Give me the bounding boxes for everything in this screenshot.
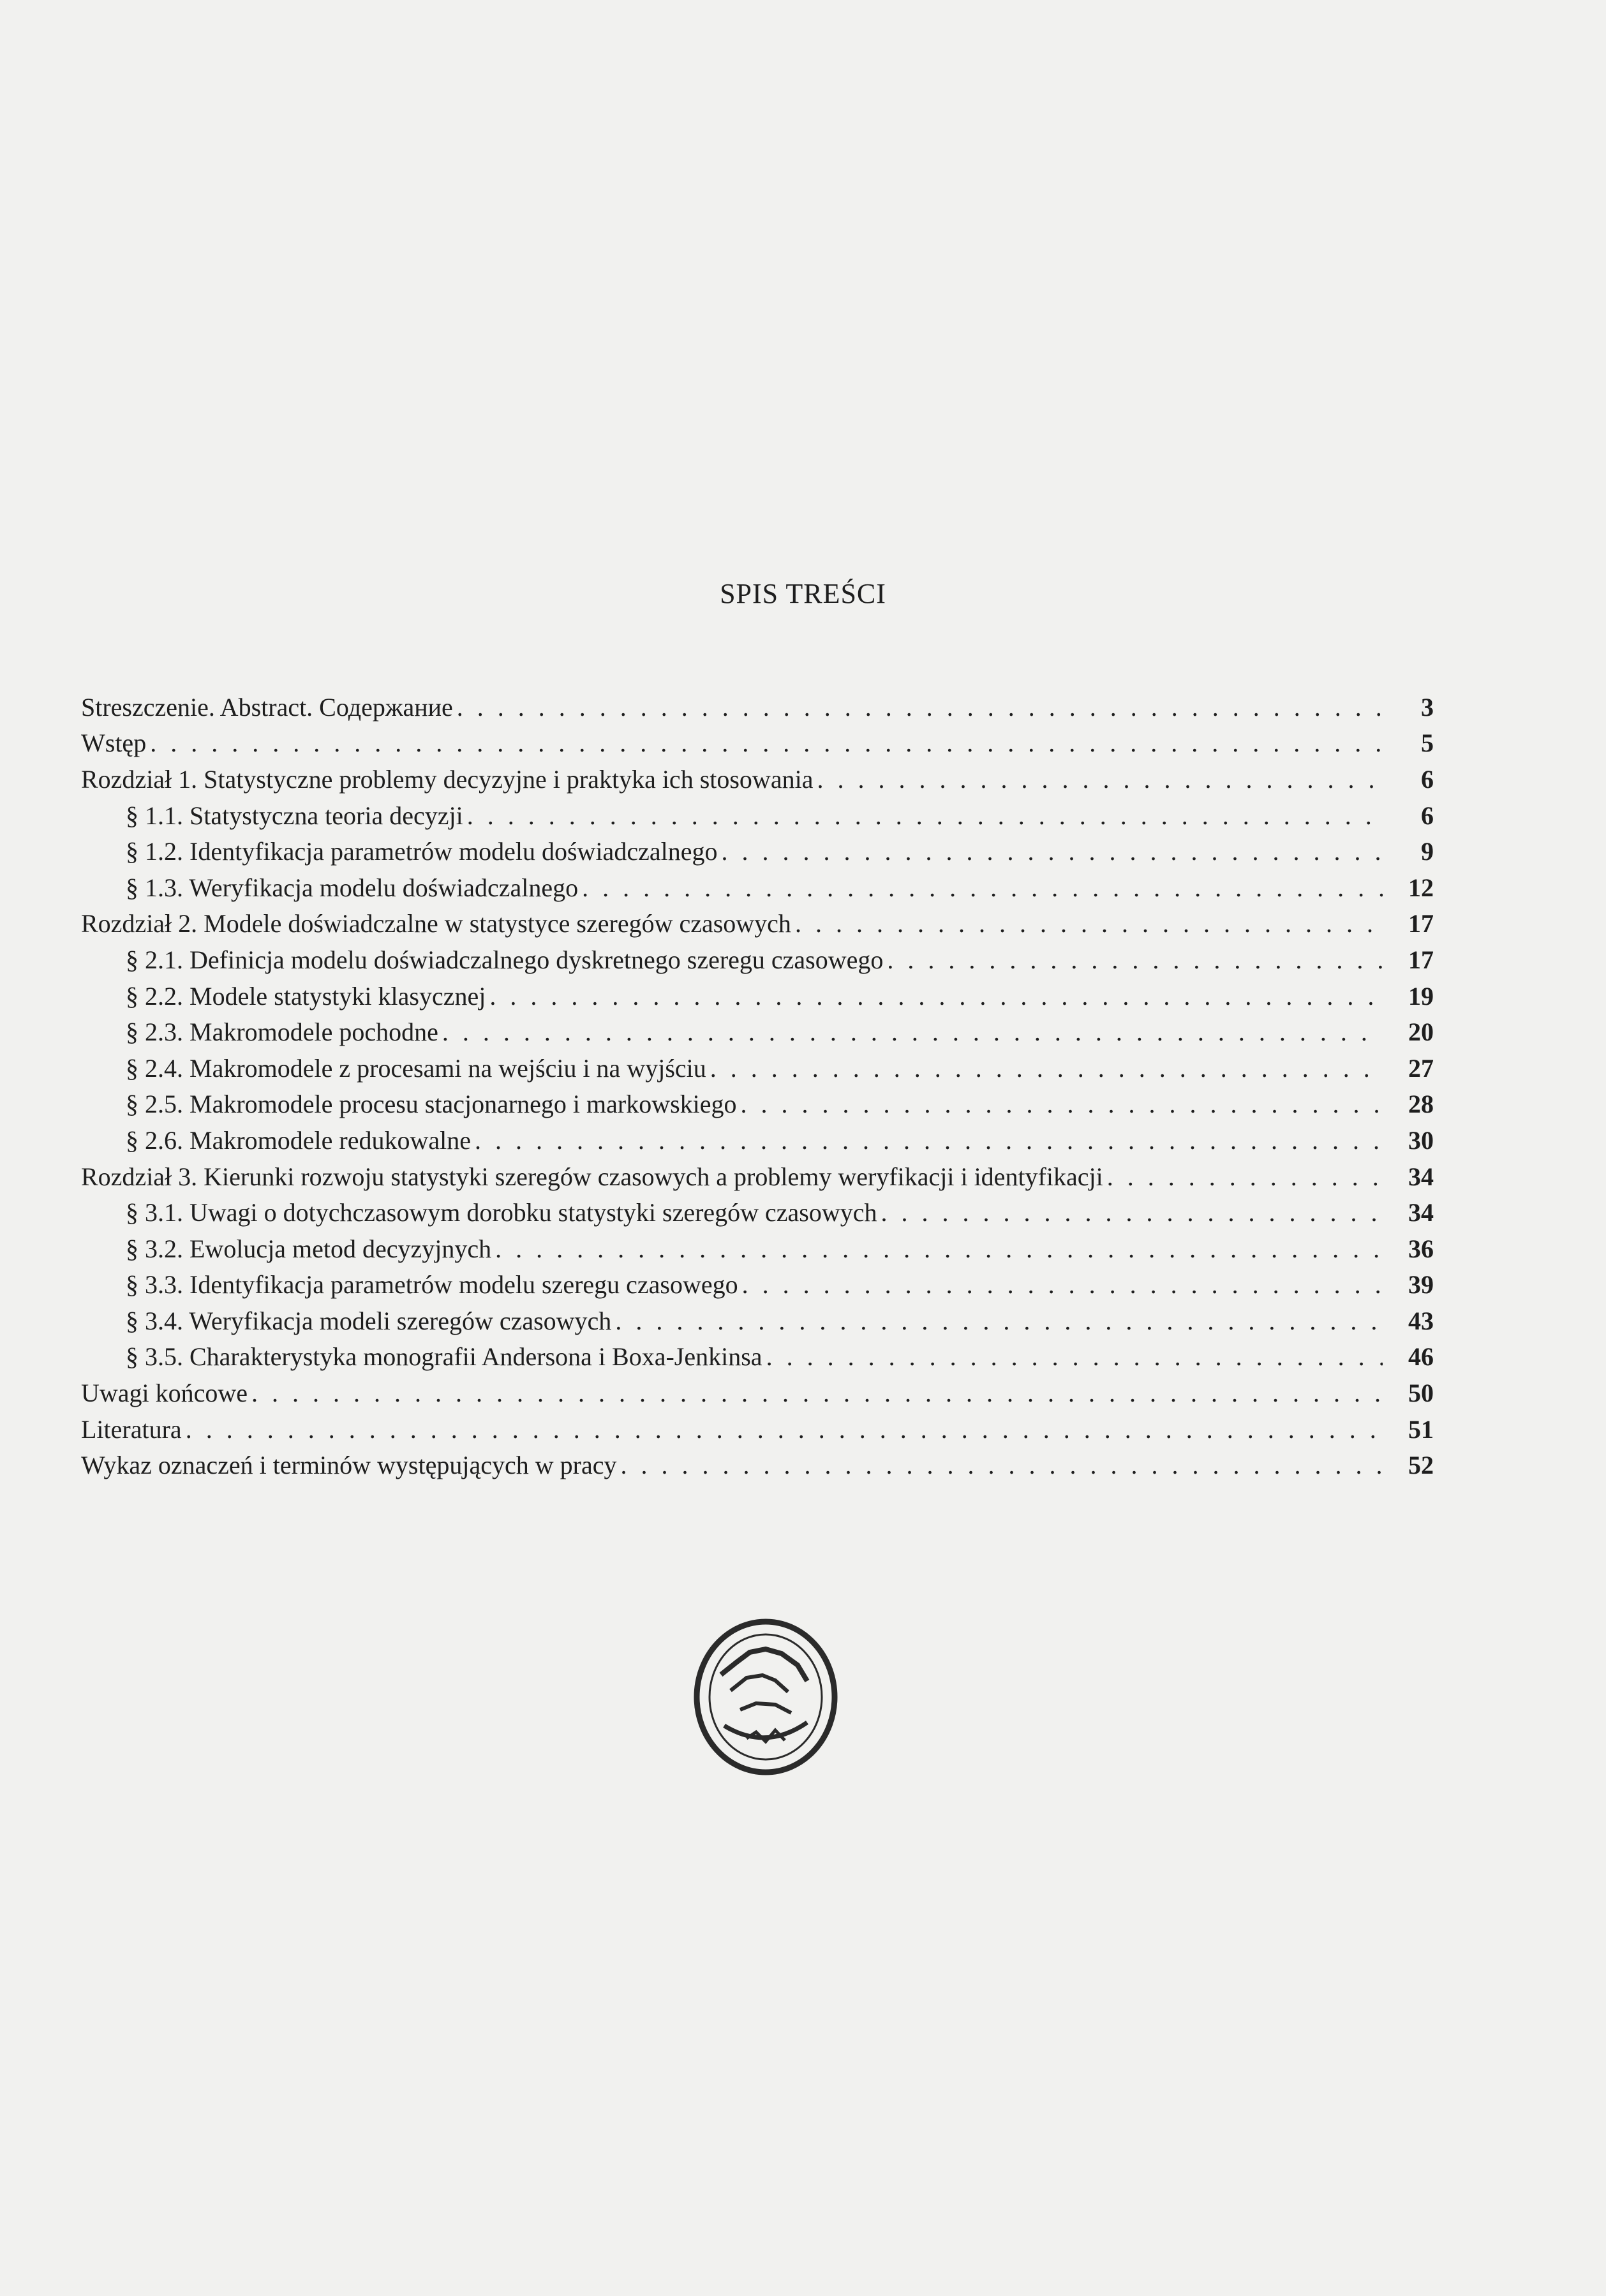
toc-entry-label: Rozdział 2. Modele doświadczalne w statystyce szeregów czasowych	[81, 909, 791, 938]
toc-leader-dots	[817, 761, 1383, 797]
toc-entry-label: § 3.2. Ewolucja metod decyzyjnych	[126, 1234, 492, 1263]
toc-entry-label: Rozdział 3. Kierunki rozwoju statystyki szeregów czasowych a problemy weryfikacji i identyfikacji	[81, 1162, 1103, 1191]
toc-entry-page: 20	[1408, 1018, 1434, 1047]
toc-entry	[81, 797, 1434, 834]
toc-leader-dots	[742, 1267, 1383, 1303]
toc-entry-label: Uwagi końcowe	[81, 1379, 248, 1408]
toc-entry-page: 51	[1408, 1414, 1434, 1444]
toc-entry-label: § 3.4. Weryfikacja modeli szeregów czasowych	[126, 1306, 612, 1335]
toc-leader-dots	[710, 1050, 1383, 1086]
toc-entry-label: § 3.3. Identyfikacja parametrów modelu szeregu czasowego	[126, 1270, 738, 1300]
toc-entry-page: 27	[1408, 1053, 1434, 1083]
toc-leader-dots	[615, 1303, 1383, 1339]
toc-entry-page: 12	[1408, 873, 1434, 902]
toc-entry	[81, 761, 1434, 797]
toc-entry-label: Literatura	[81, 1414, 182, 1444]
toc-entry	[81, 1050, 1434, 1086]
toc-entry-page: 6	[1421, 801, 1434, 830]
toc-leader-dots	[150, 725, 1383, 762]
toc-leader-dots	[721, 833, 1383, 870]
toc-entry-page: 46	[1408, 1342, 1434, 1372]
toc-entry	[81, 1231, 1434, 1267]
toc-entry-label: § 2.6. Makromodele redukowalne	[126, 1125, 471, 1155]
toc-entry	[81, 1447, 1434, 1483]
toc-entry-label: § 1.2. Identyfikacja parametrów modelu doświadczalnego	[126, 837, 718, 866]
toc-leader-dots	[741, 1086, 1383, 1123]
toc-entry	[81, 1159, 1434, 1195]
toc-leader-dots	[620, 1447, 1383, 1483]
toc-leader-dots	[457, 689, 1383, 725]
toc-entry-page: 43	[1408, 1306, 1434, 1335]
toc-entry-label: Streszczenie. Abstract. Содержание	[81, 692, 453, 722]
toc-entry-page: 17	[1408, 909, 1434, 938]
toc-entry-label: Rozdział 1. Statystyczne problemy decyzyjne i praktyka ich stosowania	[81, 764, 814, 794]
toc-entry	[81, 1375, 1434, 1411]
library-stamp-icon	[686, 1614, 845, 1780]
toc-entry-page: 52	[1408, 1451, 1434, 1480]
table-of-contents	[81, 689, 1434, 1483]
toc-entry-label: § 3.5. Charakterystyka monografii Andersona i Boxa-Jenkinsa	[126, 1342, 762, 1372]
toc-leader-dots	[495, 1231, 1383, 1267]
toc-entry-page: 39	[1408, 1270, 1434, 1300]
toc-entry	[81, 870, 1434, 906]
toc-entry	[81, 1267, 1434, 1303]
toc-entry-page: 19	[1408, 981, 1434, 1011]
toc-leader-dots	[795, 906, 1383, 942]
toc-leader-dots	[766, 1339, 1383, 1375]
toc-leader-dots	[442, 1014, 1383, 1050]
toc-leader-dots	[582, 870, 1383, 906]
toc-entry-page: 3	[1421, 692, 1434, 722]
toc-entry	[81, 1339, 1434, 1375]
toc-leader-dots	[467, 797, 1383, 834]
toc-entry-page: 50	[1408, 1379, 1434, 1408]
toc-entry-page: 34	[1408, 1162, 1434, 1191]
toc-entry-label: § 3.1. Uwagi o dotychczasowym dorobku statystyki szeregów czasowych	[126, 1198, 877, 1227]
toc-leader-dots	[186, 1411, 1383, 1448]
toc-leader-dots	[1107, 1159, 1383, 1195]
toc-entry	[81, 1086, 1434, 1123]
toc-entry-page: 17	[1408, 945, 1434, 974]
toc-entry-page: 30	[1408, 1125, 1434, 1155]
toc-entry-page: 5	[1421, 729, 1434, 758]
toc-entry	[81, 942, 1434, 978]
toc-entry-label: § 2.4. Makromodele z procesami na wejściu i na wyjściu	[126, 1053, 706, 1083]
toc-leader-dots	[881, 1194, 1383, 1231]
toc-entry	[81, 978, 1434, 1014]
toc-entry	[81, 906, 1434, 942]
toc-entry	[81, 1303, 1434, 1339]
toc-entry	[81, 833, 1434, 870]
toc-entry	[81, 1122, 1434, 1159]
toc-entry-page: 36	[1408, 1234, 1434, 1263]
toc-entry-label: Wstęp	[81, 729, 147, 758]
toc-entry-label: Wykaz oznaczeń i terminów występujących w pracy	[81, 1451, 617, 1480]
toc-entry	[81, 725, 1434, 762]
toc-leader-dots	[251, 1375, 1383, 1411]
toc-entry-label: § 2.1. Definicja modelu doświadczalnego dyskretnego szeregu czasowego	[126, 945, 884, 974]
toc-leader-dots	[489, 978, 1383, 1014]
toc-entry-label: § 2.5. Makromodele procesu stacjonarnego i markowskiego	[126, 1090, 737, 1119]
toc-entry-label: § 2.2. Modele statystyki klasycznej	[126, 981, 486, 1011]
toc-entry-label: § 2.3. Makromodele pochodne	[126, 1018, 438, 1047]
page-title: SPIS TREŚCI	[720, 578, 886, 609]
toc-entry-page: 34	[1408, 1198, 1434, 1227]
toc-entry	[81, 1411, 1434, 1448]
toc-entry	[81, 1014, 1434, 1050]
toc-entry-page: 9	[1421, 837, 1434, 866]
toc-leader-dots	[887, 942, 1383, 978]
toc-entry-page: 6	[1421, 764, 1434, 794]
toc-leader-dots	[475, 1122, 1383, 1159]
toc-entry-label: § 1.3. Weryfikacja modelu doświadczalnego	[126, 873, 579, 902]
toc-entry-label: § 1.1. Statystyczna teoria decyzji	[126, 801, 463, 830]
toc-entry-page: 28	[1408, 1090, 1434, 1119]
toc-entry	[81, 689, 1434, 725]
toc-entry	[81, 1194, 1434, 1231]
